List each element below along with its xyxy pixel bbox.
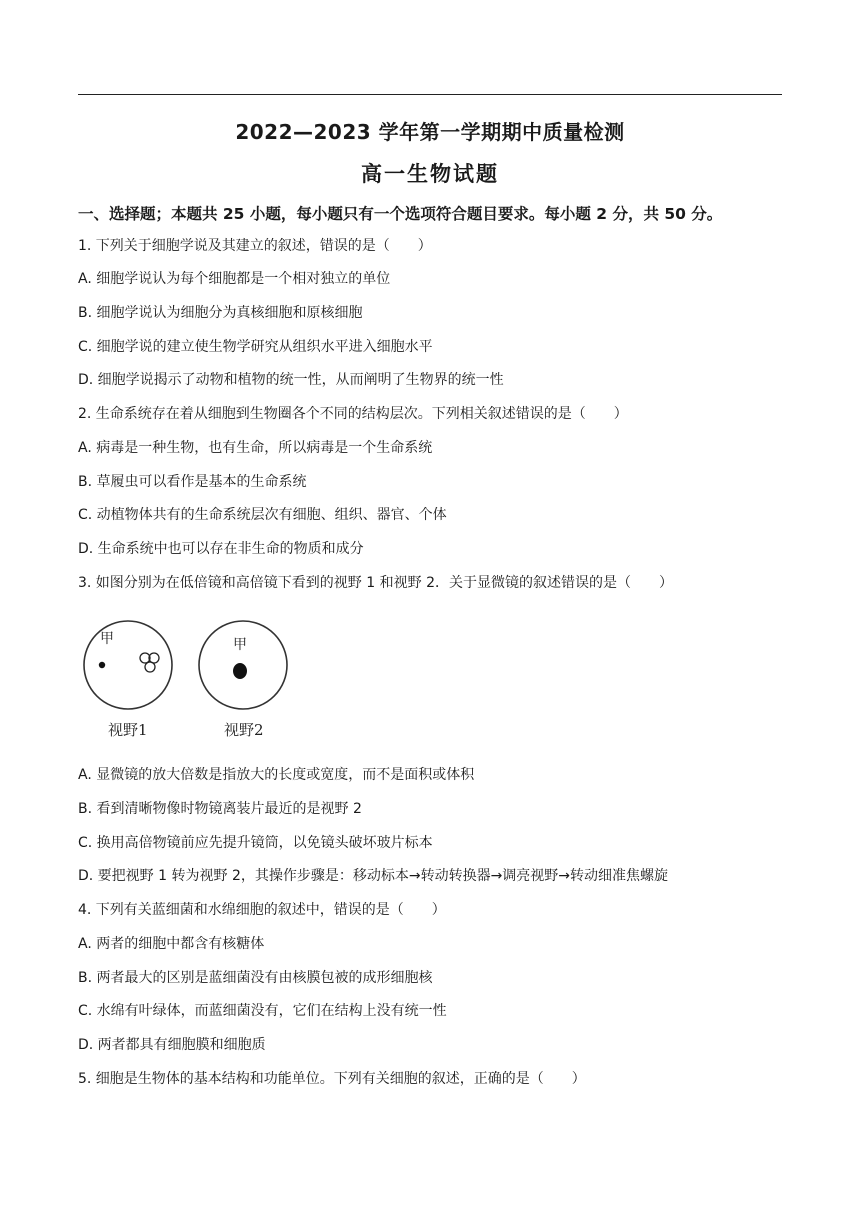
view-1-circle xyxy=(84,621,172,709)
question-3-option-d: D. 要把视野 1 转为视野 2，其操作步骤是：移动标本→转动转换器→调亮视野→转动细准焦螺旋 xyxy=(78,868,669,884)
view-2-label: 甲 xyxy=(233,637,247,653)
exam-subtitle: 高一生物试题 xyxy=(361,162,499,186)
view-1-label: 甲 xyxy=(100,631,114,647)
question-1-option-a: A. 细胞学说认为每个细胞都是一个相对独立的单位 xyxy=(78,271,391,287)
question-5-stem: 5. 细胞是生物体的基本结构和功能单位。下列有关细胞的叙述，正确的是（ ） xyxy=(78,1071,586,1087)
section-heading: 一、选择题；本题共 25 小题，每小题只有一个选项符合题目要求。每小题 2 分，共 50 分。 xyxy=(78,205,723,223)
exam-title: 2022—2023 学年第一学期期中质量检测 xyxy=(235,120,625,144)
question-3-option-c: C. 换用高倍物镜前应先提升镜筒，以免镜头破坏玻片标本 xyxy=(78,835,433,851)
view-2-caption: 视野2 xyxy=(224,721,264,739)
view-2-target-cell xyxy=(233,663,247,679)
question-2-stem: 2. 生命系统存在着从细胞到生物圈各个不同的结构层次。下列相关叙述错误的是（ ） xyxy=(78,406,628,422)
question-2-option-a: A. 病毒是一种生物，也有生命，所以病毒是一个生命系统 xyxy=(78,440,433,456)
question-1-option-c: C. 细胞学说的建立使生物学研究从组织水平进入细胞水平 xyxy=(78,339,433,355)
question-2-option-d: D. 生命系统中也可以存在非生命的物质和成分 xyxy=(78,541,364,557)
view-1-caption: 视野1 xyxy=(108,721,148,739)
question-1-option-d: D. 细胞学说揭示了动物和植物的统一性，从而阐明了生物界的统一性 xyxy=(78,372,504,388)
question-2-option-c: C. 动植物体共有的生命系统层次有细胞、组织、器官、个体 xyxy=(78,507,447,523)
question-4-option-c: C. 水绵有叶绿体，而蓝细菌没有，它们在结构上没有统一性 xyxy=(78,1003,447,1019)
question-4-option-a: A. 两者的细胞中都含有核糖体 xyxy=(78,936,265,952)
microscope-figure xyxy=(80,618,300,744)
view-1-cell xyxy=(145,662,155,672)
question-1-stem: 1. 下列关于细胞学说及其建立的叙述，错误的是（ ） xyxy=(78,238,432,254)
question-4-option-b: B. 两者最大的区别是蓝细菌没有由核膜包被的成形细胞核 xyxy=(78,970,433,986)
question-2-option-b: B. 草履虫可以看作是基本的生命系统 xyxy=(78,474,307,490)
question-3-option-a: A. 显微镜的放大倍数是指放大的长度或宽度，而不是面积或体积 xyxy=(78,767,475,783)
question-4-option-d: D. 两者都具有细胞膜和细胞质 xyxy=(78,1037,266,1053)
question-4-stem: 4. 下列有关蓝细菌和水绵细胞的叙述中，错误的是（ ） xyxy=(78,902,446,918)
view-1-target-cell xyxy=(99,662,105,668)
question-3-option-b: B. 看到清晰物像时物镜离装片最近的是视野 2 xyxy=(78,801,362,817)
question-1-option-b: B. 细胞学说认为细胞分为真核细胞和原核细胞 xyxy=(78,305,363,321)
question-3-stem: 3. 如图分别为在低倍镜和高倍镜下看到的视野 1 和视野 2．关于显微镜的叙述错误的是（ ） xyxy=(78,575,673,591)
header-rule xyxy=(78,94,782,95)
